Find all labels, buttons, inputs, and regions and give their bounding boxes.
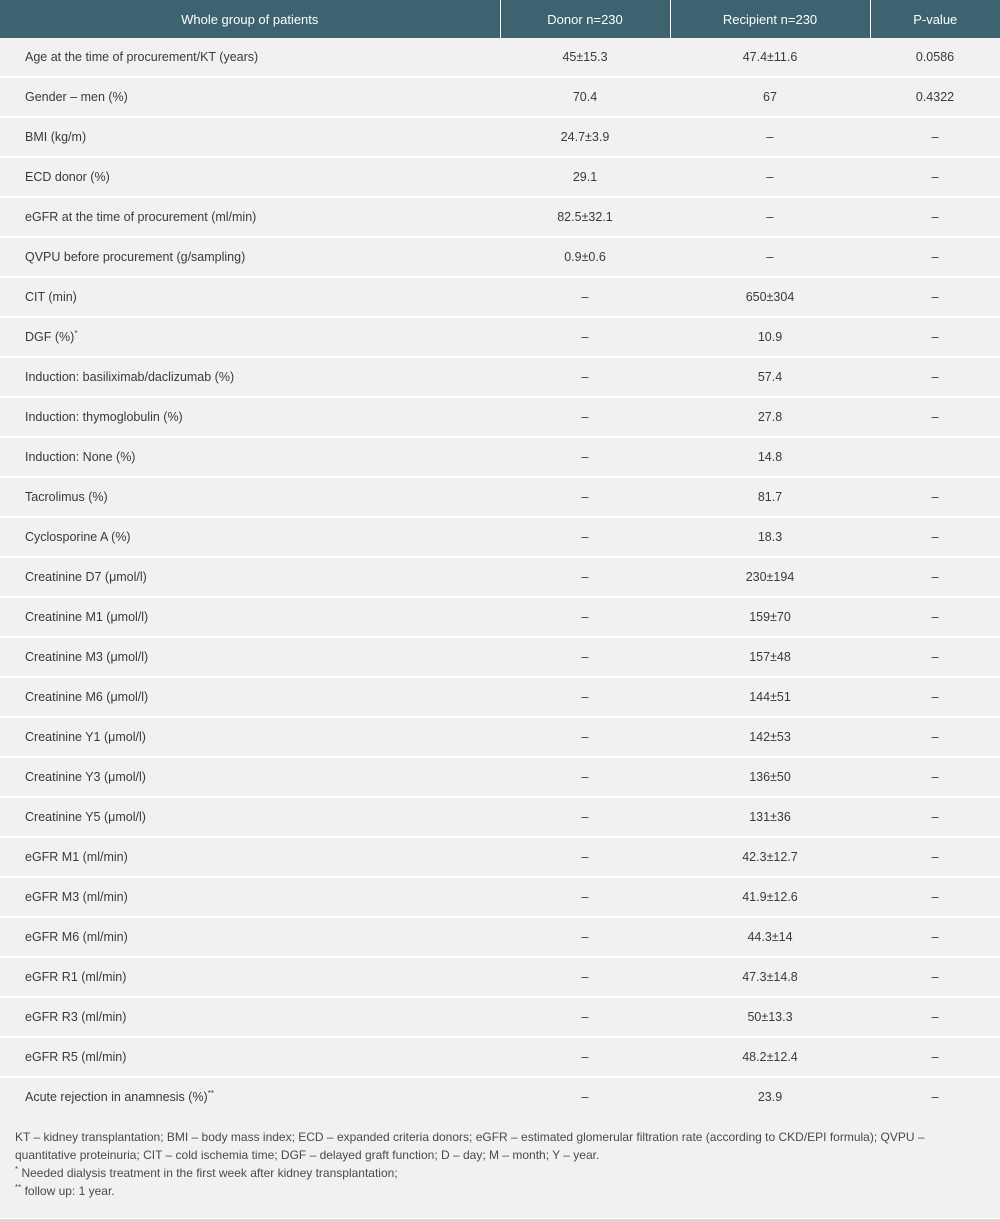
cell-p-value-text: – (931, 330, 939, 344)
table-row (0, 757, 1000, 797)
cell-donor (500, 637, 670, 677)
table-row (0, 637, 1000, 677)
cell-recipient (670, 477, 870, 517)
cell-donor-text: – (581, 810, 589, 824)
cell-recipient-text: – (766, 250, 774, 264)
cell-p-value (870, 957, 1000, 997)
row-label (0, 517, 500, 557)
cell-donor (500, 797, 670, 837)
cell-recipient-text: 57.4 (757, 370, 783, 384)
header-recipient: Recipient n=230 (670, 0, 870, 38)
row-label (0, 277, 500, 317)
cell-recipient (670, 357, 870, 397)
cell-recipient-text: – (766, 170, 774, 184)
cell-recipient (670, 1037, 870, 1077)
row-label-text: eGFR R5 (ml/min) (25, 1050, 127, 1064)
cell-donor (500, 397, 670, 437)
cell-recipient-text: 650±304 (745, 290, 795, 304)
cell-donor (500, 277, 670, 317)
cell-p-value (870, 77, 1000, 117)
row-label (0, 837, 500, 877)
row-label-text: Gender – men (%) (25, 90, 128, 104)
cell-recipient-text: 157±48 (749, 650, 791, 664)
cell-donor (500, 717, 670, 757)
cell-recipient-text: 47.3±14.8 (742, 970, 798, 984)
row-label-text: eGFR R3 (ml/min) (25, 1010, 127, 1024)
table-row (0, 1077, 1000, 1117)
table-row (0, 277, 1000, 317)
cell-p-value (870, 637, 1000, 677)
cell-p-value-text: – (931, 810, 939, 824)
cell-donor-text: – (581, 970, 589, 984)
row-label (0, 877, 500, 917)
cell-donor-text: – (581, 410, 589, 424)
cell-donor-text: – (581, 330, 589, 344)
cell-p-value (870, 437, 1000, 477)
table-row (0, 38, 1000, 77)
row-label (0, 597, 500, 637)
cell-p-value (870, 357, 1000, 397)
cell-donor-text: – (581, 770, 589, 784)
cell-donor (500, 757, 670, 797)
cell-recipient-text: 50±13.3 (747, 1010, 793, 1024)
cell-recipient-text: 67 (763, 90, 777, 104)
cell-p-value-text: – (931, 530, 939, 544)
table-row (0, 797, 1000, 837)
cell-donor (500, 317, 670, 357)
cell-p-value (870, 157, 1000, 197)
row-label-text: Creatinine D7 (μmol/l) (25, 570, 147, 584)
cell-recipient-text: 10.9 (757, 330, 783, 344)
cell-p-value (870, 797, 1000, 837)
cell-p-value (870, 237, 1000, 277)
table-row (0, 957, 1000, 997)
cell-recipient-text: 144±51 (749, 690, 791, 704)
cell-p-value-text: – (931, 610, 939, 624)
cell-donor (500, 197, 670, 237)
row-label (0, 917, 500, 957)
cell-donor-text: – (581, 490, 589, 504)
row-label (0, 77, 500, 117)
table-row (0, 437, 1000, 477)
header-row (0, 0, 1000, 38)
cell-donor-text: – (581, 690, 589, 704)
footnote-1-text: Needed dialysis treatment in the first week after kidney transplantation; (18, 1166, 398, 1180)
cell-p-value (870, 997, 1000, 1037)
cell-donor (500, 437, 670, 477)
cell-p-value-text: – (931, 210, 939, 224)
cell-donor (500, 997, 670, 1037)
table-row (0, 517, 1000, 557)
cell-p-value-text: – (931, 130, 939, 144)
cell-p-value-text: – (931, 370, 939, 384)
cell-recipient-text: 142±53 (749, 730, 791, 744)
row-label-text: Acute rejection in anamnesis (%) (25, 1090, 208, 1104)
cell-donor-text: – (581, 930, 589, 944)
table-row (0, 597, 1000, 637)
cell-recipient (670, 117, 870, 157)
cell-recipient (670, 397, 870, 437)
cell-donor-text: – (581, 610, 589, 624)
cell-donor-text: 45±15.3 (562, 50, 608, 64)
cell-donor (500, 517, 670, 557)
footnote-1-mark: * (15, 1165, 19, 1174)
row-label (0, 38, 500, 77)
cell-donor-text: 0.9±0.6 (564, 250, 606, 264)
cell-recipient (670, 997, 870, 1037)
cell-donor-text: – (581, 1090, 589, 1104)
cell-p-value-text: – (931, 730, 939, 744)
cell-donor-text: 70.4 (572, 90, 598, 104)
cell-p-value-text: – (931, 930, 939, 944)
cell-recipient (670, 757, 870, 797)
footnote-2-text: follow up: 1 year. (21, 1184, 115, 1198)
row-label-text: Creatinine Y1 (μmol/l) (25, 730, 146, 744)
table-row (0, 877, 1000, 917)
cell-donor (500, 1077, 670, 1117)
cell-donor (500, 1037, 670, 1077)
table-row (0, 997, 1000, 1037)
cell-p-value-text: – (931, 1090, 939, 1104)
cell-recipient-text: 23.9 (757, 1090, 783, 1104)
footnote-1 (15, 1164, 980, 1182)
row-label (0, 357, 500, 397)
row-label-text: Creatinine Y3 (μmol/l) (25, 770, 146, 784)
table-row (0, 837, 1000, 877)
cell-p-value-text: 0.4322 (915, 90, 955, 104)
cell-p-value (870, 1037, 1000, 1077)
cell-recipient (670, 77, 870, 117)
cell-p-value (870, 277, 1000, 317)
row-label-text: Induction: thymoglobulin (%) (25, 410, 183, 424)
cell-recipient-text: 44.3±14 (747, 930, 793, 944)
cell-donor (500, 677, 670, 717)
table-row (0, 197, 1000, 237)
table-footnotes (0, 1112, 1000, 1218)
cell-recipient (670, 597, 870, 637)
row-label (0, 117, 500, 157)
header-donor: Donor n=230 (500, 0, 670, 38)
cell-p-value-text: – (931, 490, 939, 504)
table-row (0, 117, 1000, 157)
table-row (0, 157, 1000, 197)
cell-recipient (670, 197, 870, 237)
cell-p-value-text: – (931, 250, 939, 264)
cell-recipient (670, 677, 870, 717)
cell-recipient-text: 230±194 (745, 570, 795, 584)
table-row (0, 357, 1000, 397)
cell-donor-text: 29.1 (572, 170, 598, 184)
row-label (0, 317, 500, 357)
cell-p-value (870, 917, 1000, 957)
row-label-text: Creatinine Y5 (μmol/l) (25, 810, 146, 824)
cell-recipient (670, 237, 870, 277)
row-label-text: Induction: None (%) (25, 450, 136, 464)
cell-donor (500, 77, 670, 117)
row-label (0, 957, 500, 997)
cell-p-value-text: – (931, 170, 939, 184)
row-label (0, 197, 500, 237)
cell-p-value (870, 877, 1000, 917)
cell-p-value (870, 117, 1000, 157)
cell-recipient-text: 27.8 (757, 410, 783, 424)
cell-recipient (670, 637, 870, 677)
row-label-text: Tacrolimus (%) (25, 490, 108, 504)
cell-donor (500, 477, 670, 517)
cell-donor-text: – (581, 450, 589, 464)
cell-donor (500, 597, 670, 637)
cell-donor-text: 24.7±3.9 (560, 130, 610, 144)
cell-donor-text: – (581, 850, 589, 864)
row-label-text: eGFR M1 (ml/min) (25, 850, 128, 864)
cell-p-value-text: – (931, 650, 939, 664)
cell-p-value-text: – (931, 770, 939, 784)
row-label (0, 717, 500, 757)
cell-recipient (670, 717, 870, 757)
cell-recipient (670, 837, 870, 877)
cell-donor (500, 837, 670, 877)
cell-p-value-text: 0.0586 (915, 50, 955, 64)
cell-p-value-text: – (931, 410, 939, 424)
cell-donor (500, 157, 670, 197)
cell-recipient (670, 517, 870, 557)
cell-donor-text: – (581, 290, 589, 304)
cell-p-value (870, 677, 1000, 717)
cell-recipient (670, 917, 870, 957)
table-row (0, 717, 1000, 757)
cell-donor (500, 917, 670, 957)
cell-recipient-text: – (766, 210, 774, 224)
table-row (0, 917, 1000, 957)
cell-p-value (870, 477, 1000, 517)
row-label-text: QVPU before procurement (g/sampling) (25, 250, 246, 264)
row-label (0, 557, 500, 597)
row-label (0, 157, 500, 197)
table-body (0, 38, 1000, 1117)
cell-donor-text: – (581, 1050, 589, 1064)
cell-p-value (870, 757, 1000, 797)
cell-recipient-text: 136±50 (749, 770, 791, 784)
row-label-footnote-mark: * (74, 328, 78, 338)
header-p-value: P-value (870, 0, 1000, 38)
cell-p-value (870, 38, 1000, 77)
cell-donor-text: – (581, 530, 589, 544)
table-row (0, 397, 1000, 437)
cell-recipient (670, 38, 870, 77)
row-label-text: Age at the time of procurement/KT (years) (25, 50, 259, 64)
row-label-footnote-mark: ** (207, 1088, 214, 1098)
cell-recipient (670, 437, 870, 477)
cell-donor (500, 38, 670, 77)
cell-p-value-text: – (931, 570, 939, 584)
cell-donor-text: – (581, 890, 589, 904)
cell-recipient (670, 157, 870, 197)
row-label (0, 797, 500, 837)
cell-p-value-text: – (931, 850, 939, 864)
cell-recipient (670, 957, 870, 997)
header-group: Whole group of patients (0, 0, 500, 38)
table-row (0, 317, 1000, 357)
cell-recipient-text: 131±36 (749, 810, 791, 824)
row-label-text: Induction: basiliximab/daclizumab (%) (25, 370, 235, 384)
cell-p-value (870, 837, 1000, 877)
row-label (0, 237, 500, 277)
cell-recipient-text: – (766, 130, 774, 144)
cell-recipient-text: 14.8 (757, 450, 783, 464)
table-row (0, 677, 1000, 717)
cell-recipient (670, 1077, 870, 1117)
footnote-2-mark: ** (15, 1183, 22, 1192)
cell-donor (500, 117, 670, 157)
row-label-text: ECD donor (%) (25, 170, 110, 184)
row-label (0, 1077, 500, 1117)
cell-recipient-text: 47.4±11.6 (742, 50, 798, 64)
row-label-text: eGFR M6 (ml/min) (25, 930, 128, 944)
cell-recipient (670, 797, 870, 837)
cell-p-value (870, 717, 1000, 757)
cell-donor-text: – (581, 650, 589, 664)
row-label (0, 677, 500, 717)
table-row (0, 557, 1000, 597)
table-row (0, 237, 1000, 277)
cell-p-value (870, 597, 1000, 637)
row-label-text: Creatinine M1 (μmol/l) (25, 610, 149, 624)
row-label (0, 437, 500, 477)
footnote-2 (15, 1182, 980, 1200)
cell-donor-text: – (581, 370, 589, 384)
cell-p-value (870, 517, 1000, 557)
cell-p-value-text: – (931, 970, 939, 984)
cell-p-value (870, 1077, 1000, 1117)
row-label (0, 757, 500, 797)
cell-recipient-text: 41.9±12.6 (742, 890, 798, 904)
cell-recipient (670, 557, 870, 597)
cell-recipient (670, 877, 870, 917)
table-header (0, 0, 1000, 38)
cell-recipient-text: 159±70 (749, 610, 791, 624)
cell-recipient-text: 48.2±12.4 (742, 1050, 798, 1064)
row-label-text: eGFR R1 (ml/min) (25, 970, 127, 984)
cell-p-value-text: – (931, 890, 939, 904)
row-label-text: Creatinine M3 (μmol/l) (25, 650, 149, 664)
cell-recipient-text: 81.7 (757, 490, 783, 504)
cell-p-value-text: – (931, 290, 939, 304)
cell-donor (500, 957, 670, 997)
cell-p-value (870, 557, 1000, 597)
row-label-text: eGFR M3 (ml/min) (25, 890, 128, 904)
table-row (0, 77, 1000, 117)
cell-p-value (870, 397, 1000, 437)
row-label (0, 1037, 500, 1077)
cell-donor-text: 82.5±32.1 (557, 210, 613, 224)
row-label (0, 477, 500, 517)
row-label-text: eGFR at the time of procurement (ml/min) (25, 210, 257, 224)
cell-p-value (870, 197, 1000, 237)
cell-recipient (670, 277, 870, 317)
table-row (0, 1037, 1000, 1077)
table-row (0, 477, 1000, 517)
cell-p-value-text: – (931, 1050, 939, 1064)
cell-p-value-text: – (931, 690, 939, 704)
cell-donor (500, 237, 670, 277)
row-label (0, 397, 500, 437)
row-label (0, 637, 500, 677)
row-label-text: CIT (min) (25, 290, 77, 304)
cell-donor-text: – (581, 570, 589, 584)
cell-donor (500, 877, 670, 917)
footnote-abbreviations: KT – kidney transplantation; BMI – body mass index; ECD – expanded criteria donors; eGFR – estimated glomerular filtration rate (according to CKD/EPI formula); QVPU – quantitative proteinuria; CIT – cold ischemia time; DGF – delayed graft function; D – day; M – month; Y – year. (15, 1130, 925, 1162)
cell-recipient-text: 18.3 (757, 530, 783, 544)
cell-p-value (870, 317, 1000, 357)
row-label-text: BMI (kg/m) (25, 130, 87, 144)
cell-donor-text: – (581, 730, 589, 744)
row-label (0, 997, 500, 1037)
row-label-text: DGF (%) (25, 330, 75, 344)
cell-donor (500, 357, 670, 397)
cell-donor (500, 557, 670, 597)
row-label-text: Cyclosporine A (%) (25, 530, 131, 544)
row-label-text: Creatinine M6 (μmol/l) (25, 690, 149, 704)
cell-p-value-text: – (931, 1010, 939, 1024)
cell-donor-text: – (581, 1010, 589, 1024)
cell-recipient-text: 42.3±12.7 (742, 850, 798, 864)
cell-recipient (670, 317, 870, 357)
